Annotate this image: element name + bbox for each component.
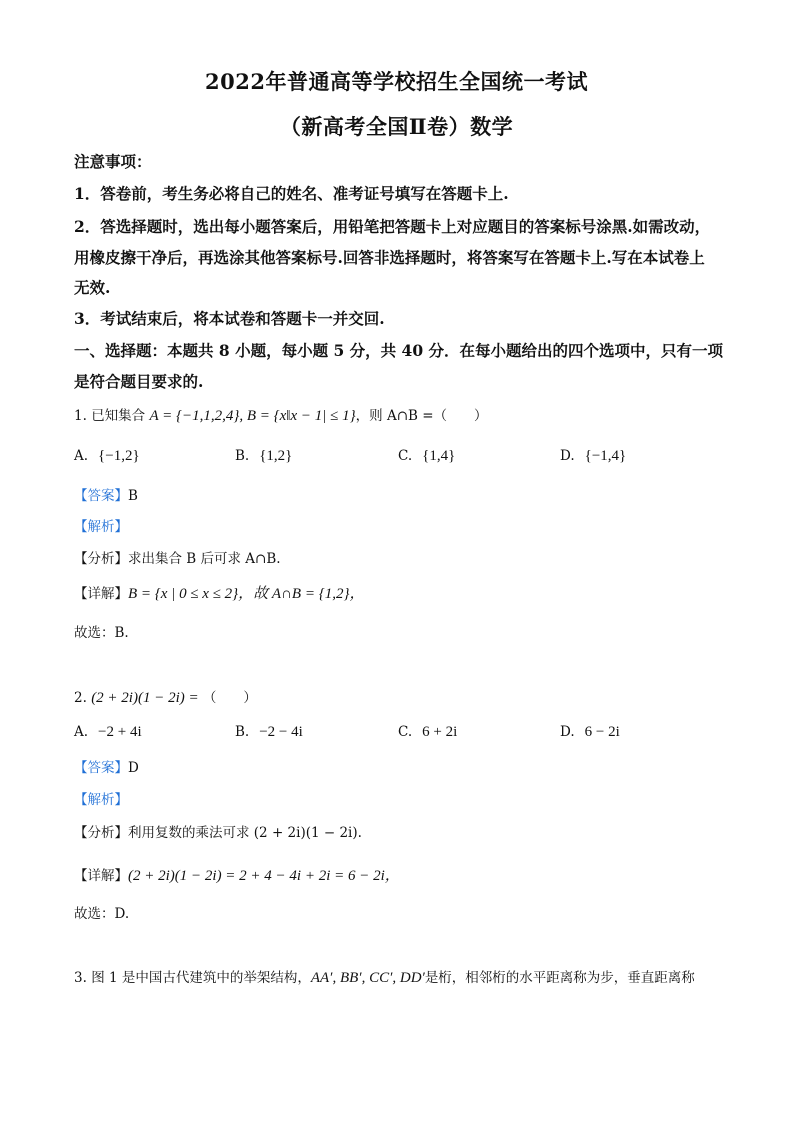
q1-option-a — [74, 448, 140, 465]
section-heading-line-2: 是符合题目要求的. — [74, 372, 204, 391]
fenxi-tag: 【分析】 — [74, 551, 128, 567]
note-2-line-3: 无效. — [74, 278, 111, 297]
q1-option-b — [235, 448, 292, 465]
option-label: B. — [235, 448, 250, 464]
option-value: 6 + 2i — [422, 724, 458, 740]
option-value: −2 + 4i — [98, 724, 142, 740]
q2-detail — [74, 864, 724, 885]
note-2-line-1: 2．答选择题时，选出每小题答案后，用铅笔把答题卡上对应题目的答案标号涂黑.如需改动， — [74, 217, 711, 236]
detail-tag: 【详解】 — [74, 586, 128, 602]
q1-analysis-tag: 【解析】 — [74, 519, 128, 535]
question-3-stem — [74, 966, 724, 987]
option-value: {−1,4} — [584, 448, 627, 464]
fenxi-text: 求出集合 B 后可求 A∩B. — [128, 551, 281, 567]
question-1-stem — [74, 404, 724, 425]
question-number: 2. — [74, 690, 87, 706]
question-tail: 是桁，相邻桁的水平距离称为步，垂直距离称 — [424, 970, 695, 986]
note-2-line-2: 用橡皮擦干净后，再选涂其他答案标号.回答非选择题时，将答案写在答题卡上.写在本试卷上 — [74, 248, 705, 267]
fenxi-text: 利用复数的乘法可求 (2 + 2i)(1 − 2i). — [128, 825, 362, 841]
answer-tag: 【答案】 — [74, 760, 128, 776]
q2-option-a — [74, 724, 142, 741]
option-label: D. — [560, 448, 575, 464]
q1-conclusion: 故选：B. — [74, 625, 129, 641]
detail-text: (2 + 2i)(1 − 2i) = 2 + 4 − 4i + 2i = 6 − 2i， — [128, 868, 400, 884]
option-label: D. — [560, 724, 575, 740]
question-text: 已知集合 — [91, 408, 146, 424]
question-text: 图 1 是中国古代建筑中的举架结构， — [91, 970, 311, 986]
option-label: C. — [398, 448, 413, 464]
q1-option-c — [398, 448, 455, 465]
answer-value: D — [128, 760, 139, 776]
q1-fenxi — [74, 547, 724, 567]
q1-detail — [74, 582, 724, 603]
note-3: 3．考试结束后，将本试卷和答题卡一并交回. — [74, 309, 385, 328]
question-2-stem — [74, 686, 724, 707]
answer-tag: 【答案】 — [74, 488, 128, 504]
q2-option-d — [560, 724, 620, 741]
exam-subtitle: （新高考全国Ⅱ卷）数学 — [279, 114, 514, 139]
option-label: A. — [74, 448, 89, 464]
q2-fenxi — [74, 821, 724, 841]
q2-option-b — [235, 724, 303, 741]
q2-option-c — [398, 724, 457, 741]
q2-answer — [74, 756, 724, 776]
notes-heading: 注意事项： — [74, 152, 152, 171]
question-tail: ，则 A∩B =（ ） — [355, 408, 488, 424]
question-math: AA′, BB′, CC′, DD′ — [310, 970, 425, 986]
q2-analysis-tag: 【解析】 — [74, 792, 128, 808]
question-math: (2 + 2i)(1 − 2i) = — [91, 690, 199, 706]
fenxi-tag: 【分析】 — [74, 825, 128, 841]
detail-text: B = {x | 0 ≤ x ≤ 2}，故 A∩B = {1,2}， — [128, 586, 365, 602]
question-tail: （ ） — [202, 690, 257, 706]
option-value: {1,2} — [259, 448, 293, 464]
q1-option-d — [560, 448, 626, 465]
answer-value: B — [128, 488, 138, 504]
option-value: −2 − 4i — [259, 724, 303, 740]
question-number: 1. — [74, 408, 87, 424]
option-value: 6 − 2i — [584, 724, 620, 740]
detail-tag: 【详解】 — [74, 868, 128, 884]
section-heading-line-1: 一、选择题：本题共 8 小题，每小题 5 分，共 40 分．在每小题给出的四个选项中，只有一项 — [74, 341, 724, 360]
note-1: 1．答卷前，考生务必将自己的姓名、准考证号填写在答题卡上. — [74, 184, 509, 203]
option-label: A. — [74, 724, 89, 740]
question-math: A = {−1,1,2,4}, B = {x‖x − 1| ≤ 1} — [149, 408, 356, 424]
option-label: B. — [235, 724, 250, 740]
option-value: {−1,2} — [98, 448, 140, 464]
exam-title: 2022年普通高等学校招生全国统一考试 — [205, 69, 588, 94]
q1-answer — [74, 484, 724, 504]
q2-conclusion: 故选：D. — [74, 906, 130, 922]
question-number: 3. — [74, 970, 87, 986]
option-label: C. — [398, 724, 413, 740]
option-value: {1,4} — [422, 448, 456, 464]
